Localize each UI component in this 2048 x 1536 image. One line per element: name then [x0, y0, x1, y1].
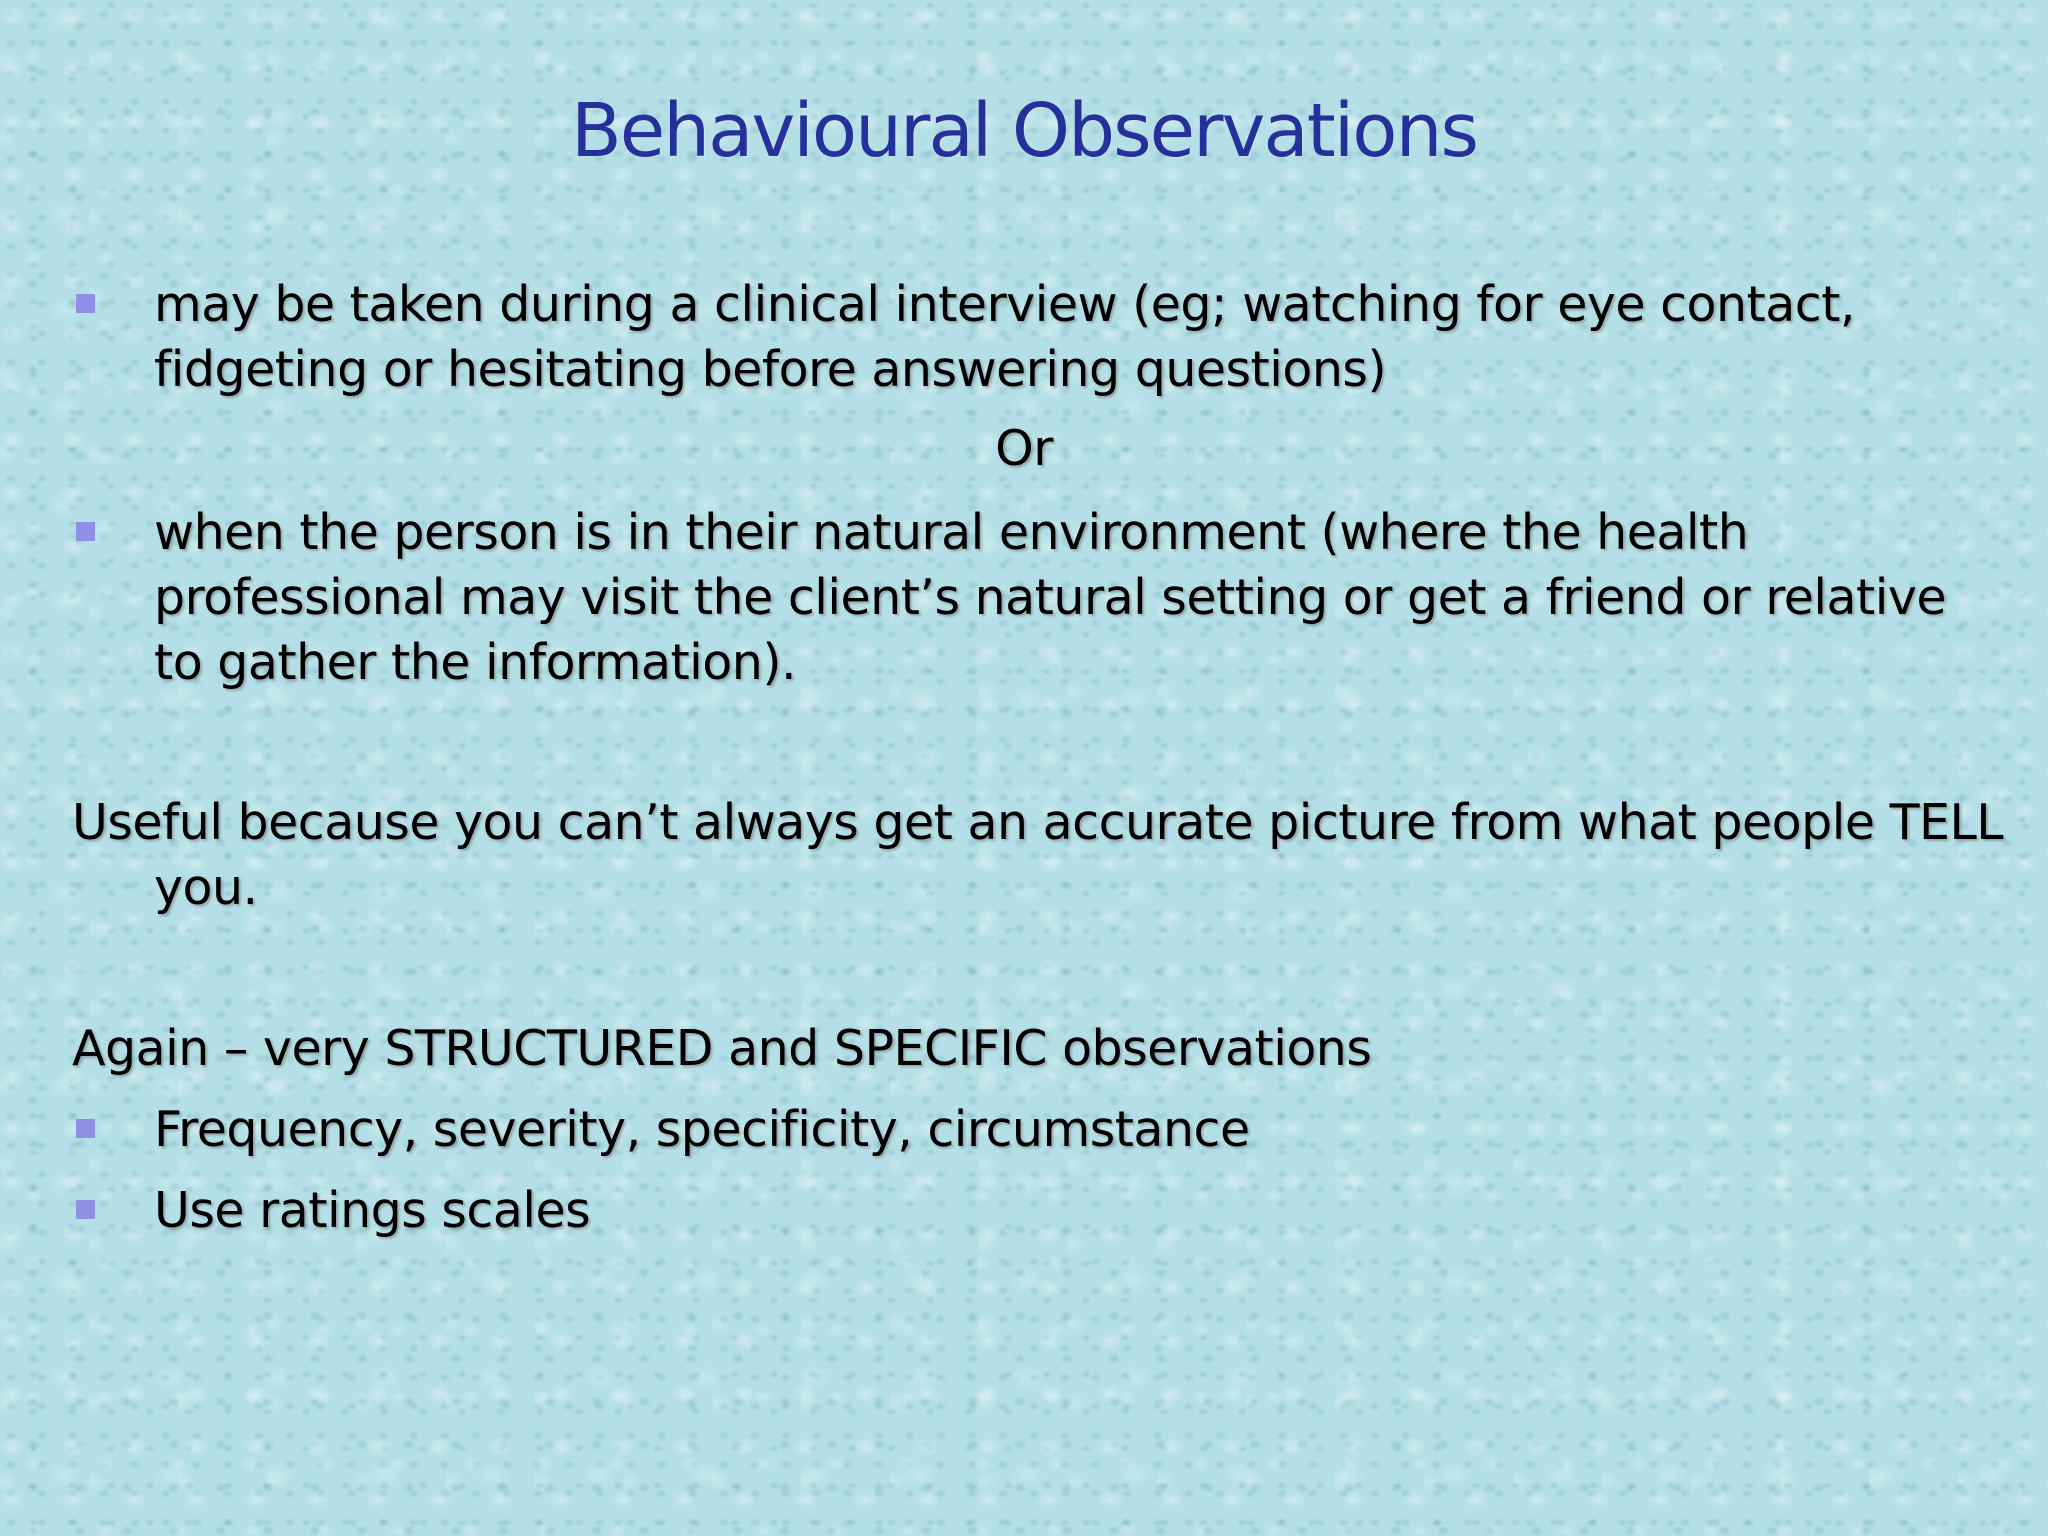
slide-title: Behavioural Observations: [570, 88, 1478, 174]
bullet-text: Use ratings scales: [154, 1182, 591, 1239]
square-bullet-icon: [76, 1200, 95, 1219]
or-separator: Or: [995, 420, 1053, 477]
bullet-text: when the person is in their natural environment (where the health professional may visit the client’s natural setting or get a friend or relative to gather the information).: [154, 504, 1947, 691]
bullet-text: may be taken during a clinical interview (eg; watching for eye contact, fidgeting or hesitating before answering questions): [154, 276, 1856, 398]
square-bullet-icon: [76, 522, 95, 541]
bullet-text: Frequency, severity, specificity, circumstance: [154, 1101, 1250, 1158]
square-bullet-icon: [76, 1119, 95, 1138]
useful-paragraph: Useful because you can’t always get an accurate picture from what people TELL you.: [72, 794, 2004, 916]
square-bullet-icon: [76, 294, 95, 313]
again-paragraph: Again – very STRUCTURED and SPECIFIC observations: [72, 1020, 1372, 1077]
